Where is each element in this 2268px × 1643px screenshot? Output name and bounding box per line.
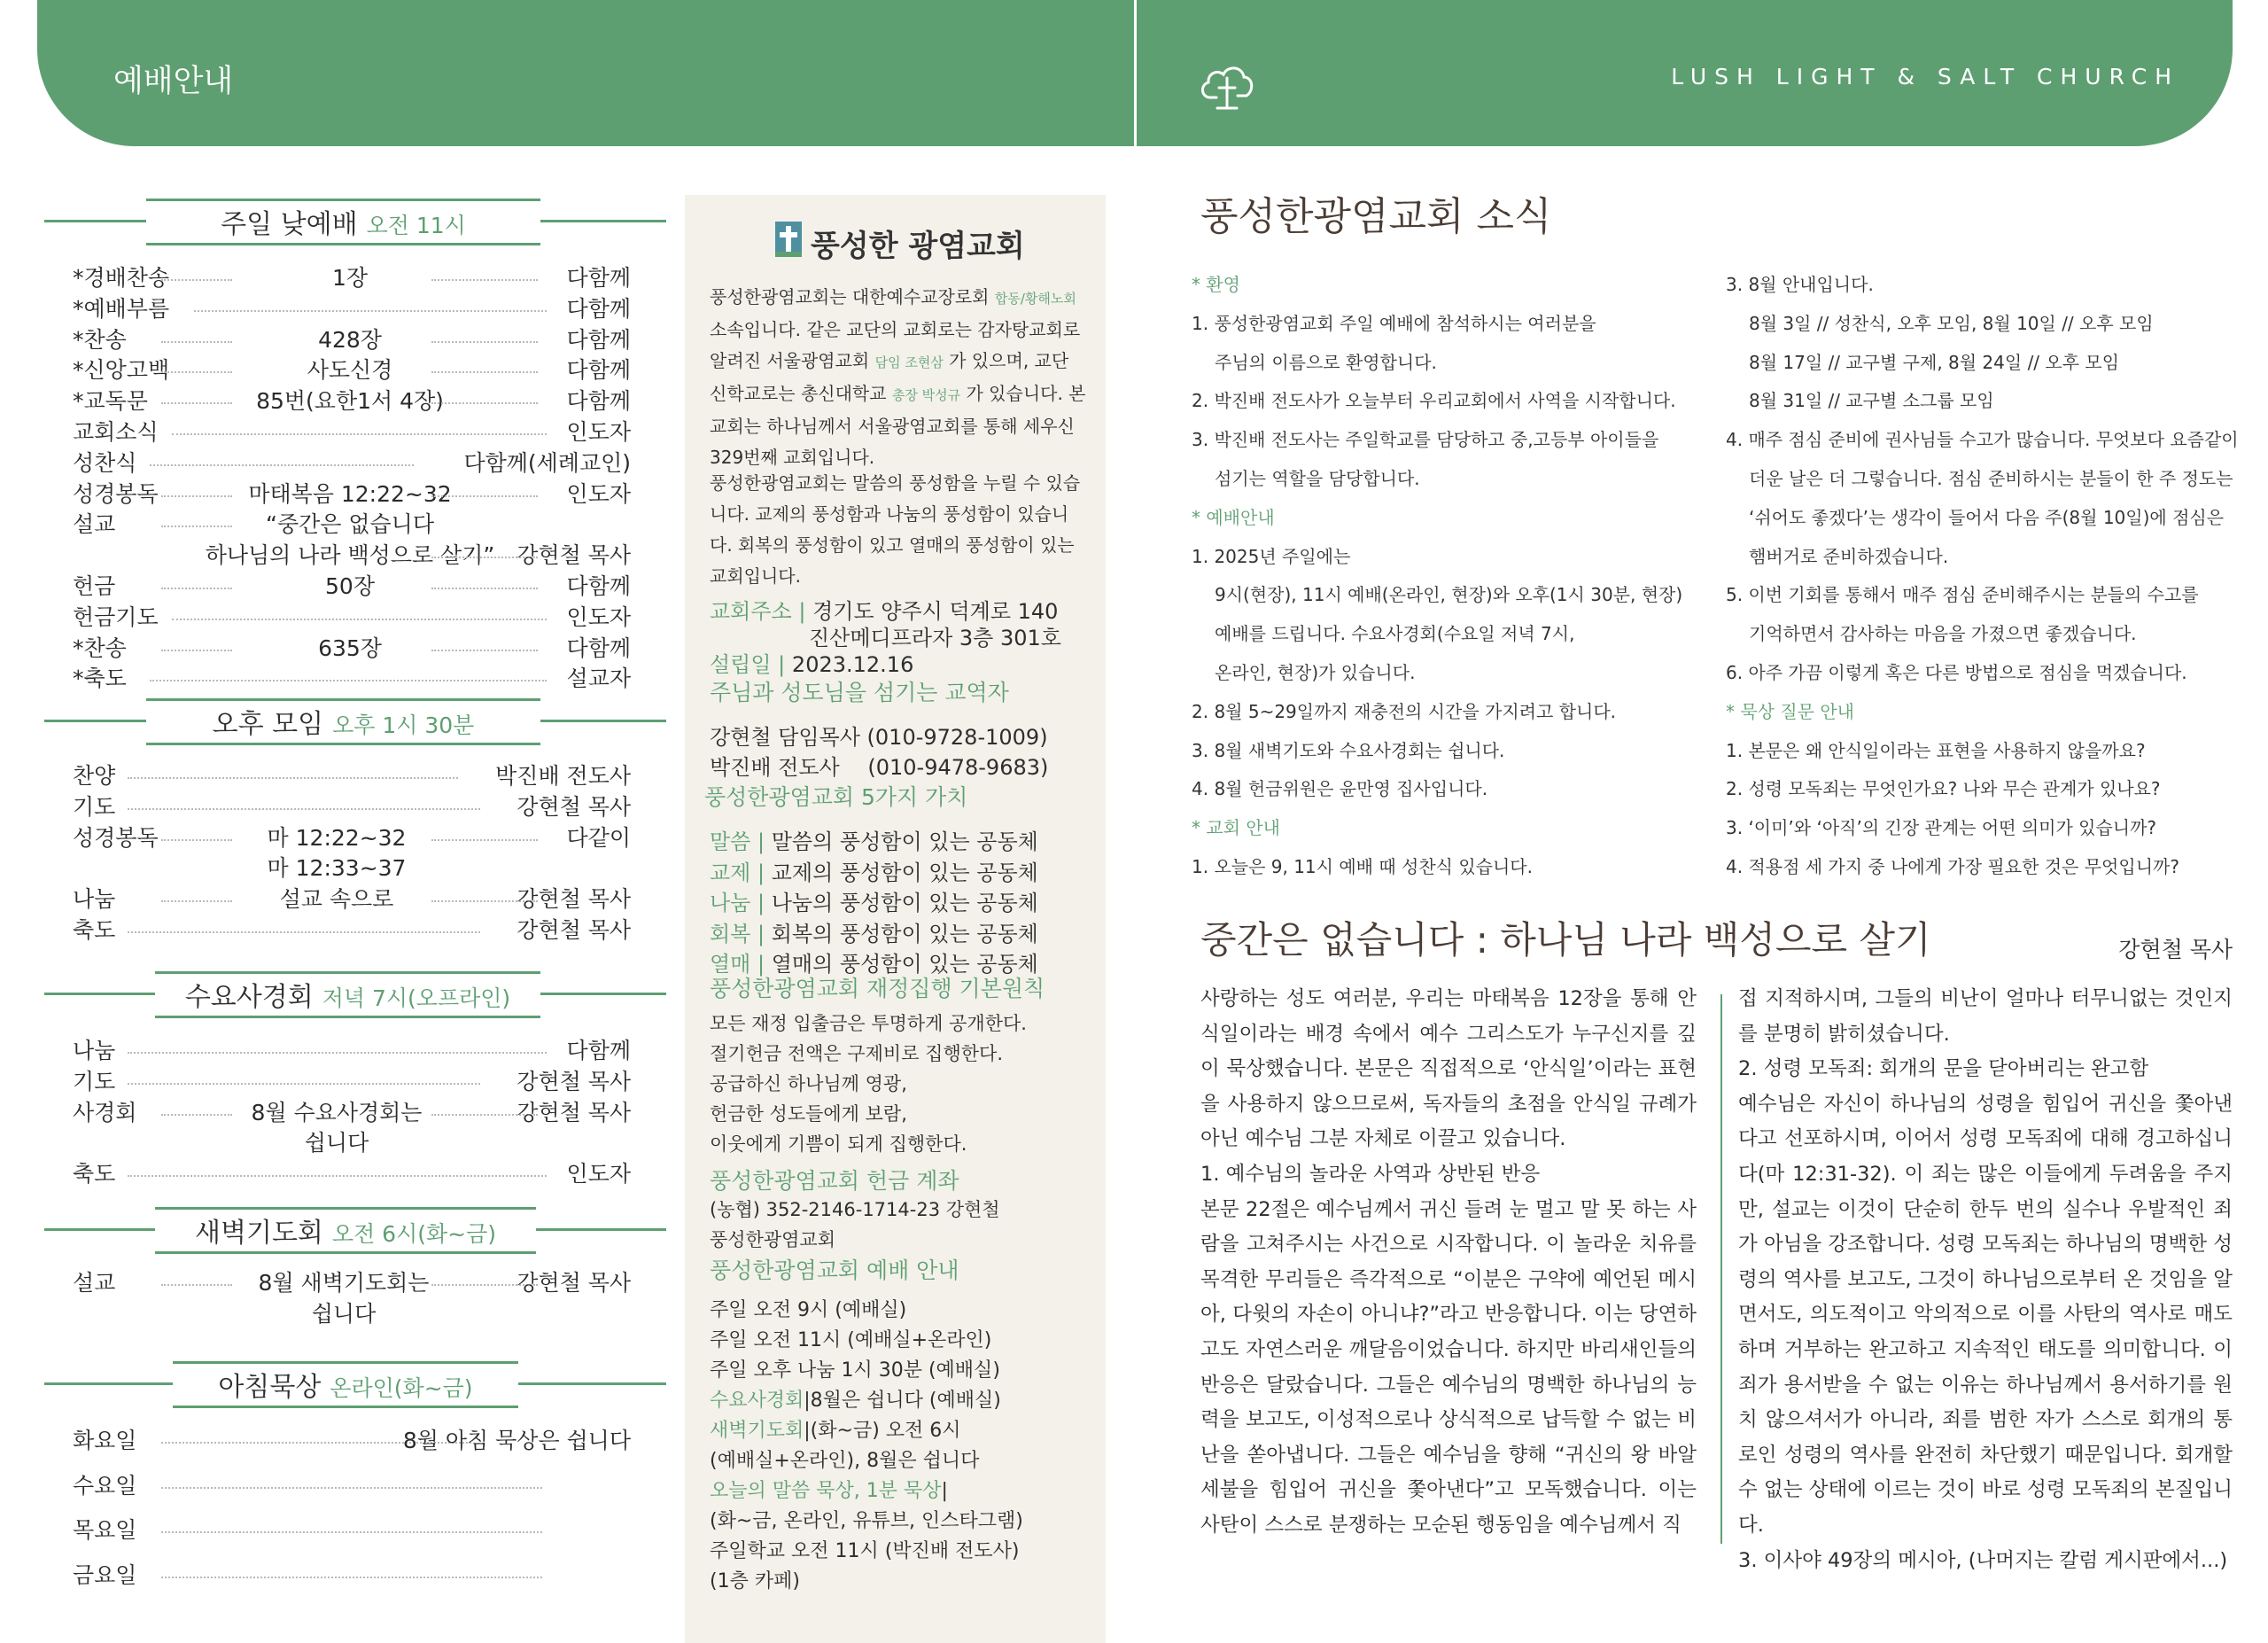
worship-text: (1층 카페) (710, 1570, 800, 1592)
news-right-column (1726, 266, 2239, 887)
row-item: 428장 (318, 326, 382, 353)
church-founded: 설립일 | 2023.12.16 (710, 652, 914, 677)
account-number: (농협) 352-2146-1714-23 강현철 (710, 1199, 1000, 1220)
news-line: 예배를 드립니다. 수요사경회(수요일 저녁 7시, (1215, 623, 1575, 645)
sunday-row (73, 507, 631, 537)
row-label: *찬송 (73, 326, 127, 353)
afternoon-heading-line-right (540, 720, 666, 722)
dot-leader (431, 650, 538, 651)
news-line: 9시(현장), 11시 예배(온라인, 현장)와 오후(1시 30분, 현장) (1215, 584, 1683, 606)
row-value: 강현철 목사 (517, 917, 631, 943)
news-heading: * 예배안내 (1192, 506, 1275, 528)
dawn-title-text: 새벽기도회 (195, 1218, 323, 1249)
sunday-time: 오전 11시 (366, 213, 466, 238)
sunday-heading-line-right (540, 220, 666, 222)
row-label: 기도 (73, 793, 116, 820)
wednesday-heading-line-left (44, 993, 155, 995)
value-item (710, 855, 1038, 886)
news-line: 3. 박진배 전도사는 주일학교를 담당하고 중,고등부 아이들을 (1192, 429, 1659, 451)
cloud-cross-icon (1198, 58, 1256, 113)
sunday-row (73, 477, 631, 507)
church-address-2: 진산메디프라자 3층 301호 (809, 626, 1061, 650)
morning-time: 온라인(화~금) (330, 1375, 473, 1401)
dot-leader (161, 839, 232, 841)
worship-item (710, 1446, 1091, 1476)
dot-leader (128, 808, 480, 810)
dot-leader (161, 1284, 232, 1286)
row-label: 사경회 (73, 1099, 137, 1125)
row-label: *예배부름 (73, 295, 170, 322)
dot-leader (431, 341, 538, 343)
value-text: 열매의 풍성함이 있는 공동체 (765, 952, 1038, 977)
column-paragraph: 3. 이사야 49장의 메시아, (나머지는 칼럼 게시판에서...) (1738, 1548, 2228, 1572)
dot-leader (161, 650, 232, 651)
dot-leader (161, 1487, 542, 1489)
news-line: 8월 3일 // 성찬식, 오후 모임, 8월 10일 // 오후 모임 (1749, 312, 2154, 334)
dot-leader (128, 1052, 547, 1054)
row-value: 다함께 (566, 326, 631, 353)
worship-text: 주일 오전 9시 (예배실) (710, 1299, 907, 1321)
morning-row (73, 1558, 631, 1588)
worship-item (710, 1356, 1091, 1386)
sunday-heading-line-top (146, 199, 540, 201)
row-item: 쉽니다 (304, 1130, 369, 1156)
news-line: 온라인, 현장)가 있습니다. (1215, 661, 1416, 683)
value-text: 교제의 풍성함이 있는 공동체 (765, 860, 1038, 885)
row-label: 축도 (73, 917, 116, 943)
row-label: 성경봉독 (73, 824, 159, 851)
page-title: 예배안내 (113, 64, 234, 99)
church-address: 교회주소 | 경기도 양주시 덕계로 140 (710, 599, 1059, 624)
news-line: 4. 8월 헌금위원은 윤만영 집사입니다. (1192, 778, 1488, 800)
wednesday-heading-line-bottom (155, 1016, 540, 1018)
row-value: 강현철 목사 (517, 886, 631, 913)
dot-leader (431, 588, 538, 589)
dot-leader (431, 371, 538, 373)
row-value: 강현철 목사 (517, 1099, 631, 1125)
sunday-row (73, 292, 631, 322)
wednesday-row (73, 1095, 631, 1125)
row-item: 마 12:33~37 (267, 855, 407, 882)
sunday-title-text: 주일 낮예배 (221, 209, 358, 240)
worship-item (710, 1507, 1091, 1537)
news-line: 1. 본문은 왜 안식일이라는 표현을 사용하지 않을까요? (1726, 739, 2146, 761)
row-label: 헌금 (73, 573, 116, 599)
row-value: 다함께 (566, 295, 631, 322)
worship-item (710, 1416, 1091, 1446)
church-name-banner: LUSH LIGHT & SALT CHURCH (1671, 64, 2179, 90)
row-value: 인도자 (566, 419, 631, 445)
worship-text: |(화~금) 오전 6시 (804, 1420, 961, 1442)
morning-heading-line-left (44, 1382, 173, 1385)
value-key: 말씀 | (710, 829, 765, 854)
row-value: 인도자 (566, 1161, 631, 1187)
dot-leader (128, 777, 458, 779)
row-label: 금요일 (73, 1561, 137, 1588)
row-label: 나눔 (73, 1038, 116, 1063)
sunday-heading-line-bottom (146, 243, 540, 245)
intro-note: 담임 조현삼 (874, 354, 944, 370)
dot-leader (431, 495, 538, 497)
news-line: 주님의 이름으로 환영합니다. (1215, 351, 1437, 373)
row-label: 교회소식 (73, 419, 159, 445)
news-line: 6. 아주 가끔 이렇게 혹은 다른 방법으로 점심을 먹겠습니다. (1726, 661, 2187, 683)
worship-highlight: 새벽기도회 (710, 1420, 804, 1442)
wednesday-heading-line-top (155, 971, 540, 974)
worship-text: (화~금, 온라인, 유튜브, 인스타그램) (710, 1510, 1023, 1532)
morning-row (73, 1468, 631, 1499)
morning-section-title (182, 1365, 509, 1404)
church-logo-icon (775, 222, 802, 261)
dawn-heading-line-top (155, 1207, 536, 1210)
value-key: 교제 | (710, 860, 765, 885)
sunday-row (73, 323, 631, 353)
sunday-row (73, 569, 631, 599)
row-value: 강현철 목사 (517, 1270, 631, 1296)
news-line: 더운 날은 더 그렇습니다. 점심 준비하시는 분들이 한 주 정도는 (1749, 467, 2233, 489)
evangelist-contact: 박진배 전도사 (010-9478-9683) (710, 755, 1049, 780)
row-item: 8월 수요사경회는 (251, 1099, 423, 1125)
column-paragraph: 접 지적하시며, 그들의 비난이 얼마나 터무니없는 것인지를 분명히 밝히셨습니다. (1738, 987, 2233, 1046)
news-line: 4. 적용점 세 가지 중 나에게 가장 필요한 것은 무엇입니까? (1726, 855, 2179, 877)
sunday-row (73, 353, 631, 383)
row-value: 다함께 (566, 265, 631, 291)
afternoon-row (73, 882, 631, 912)
dawn-row (73, 1296, 631, 1327)
dot-leader (128, 1175, 547, 1177)
afternoon-row (73, 821, 631, 851)
wednesday-title-text: 수요사경회 (184, 982, 314, 1013)
news-line: 3. ‘이미’와 ‘아직’의 긴장 관계는 어떤 의미가 있습니까? (1726, 817, 2157, 839)
column-paragraph: 예수님은 자신이 하나님의 성령을 힘입어 귀신을 쫓아낸다고 선포하시며, 이어서 성령 모독죄에 대해 경고하십니다(마 12:31-32). 이 죄는 많은 이들에게 두려움을 주지만, 설교는 이것이 단순히 한두 번의 실수나 우발적인 죄가 아님을 강조합니다. 성령 모독죄는 하나님의 명백한 성령의 역사를 보고도, 그것이 하나님으로부터 온 것임을 알면서도, 의도적이고 악의적으로 이를 사탄의 역사로 매도하며 거부하는 완고하고 지속적인 태도를 의미합니다. 이 죄가 용서받을 수 없는 이유는 하나님께서 용서하기를 원치 않으셔서가 아니라, 죄를 범한 자가 스스로 회개의 통로인 성령의 역사를 완전히 차단했기 때문입니다. 회개할 수 없는 상태에 이르는 것이 바로 성령 모독죄의 본질입니다. (1738, 1092, 2233, 1537)
worship-list (710, 1296, 1091, 1597)
morning-heading-line-top (173, 1361, 518, 1364)
finance-item: 이웃에게 기쁨이 되게 집행한다. (710, 1133, 967, 1155)
finance-item: 모든 재정 입출금은 투명하게 공개한다. (710, 1013, 1027, 1034)
sunday-row (73, 261, 631, 291)
worship-text: (예배실+온라인), 8월은 쉽니다 (710, 1450, 980, 1472)
value-item (710, 916, 1038, 947)
sunday-row (73, 661, 631, 691)
news-heading: * 교회 안내 (1192, 817, 1280, 839)
row-item: 마 12:22~32 (267, 824, 407, 851)
sunday-heading-line-left (44, 220, 146, 222)
wednesday-section-title (164, 975, 532, 1014)
row-item: 8월 새벽기도회는 (258, 1270, 430, 1296)
intro-text: 가 있으며, 교단 신학교로는 총신대학교 (710, 350, 1069, 404)
worship-item (710, 1296, 1091, 1326)
dot-leader (161, 1531, 542, 1533)
morning-row (73, 1423, 631, 1453)
dot-leader (161, 402, 232, 404)
worship-item (710, 1476, 1091, 1507)
row-value: 설교자 (566, 666, 631, 692)
row-value: 강현철 목사 (517, 793, 631, 820)
dawn-section-title (164, 1211, 527, 1250)
column-paragraph: 사랑하는 성도 여러분, 우리는 마태복음 12장을 통해 안식일이라는 배경 속에서 예수 그리스도가 누구신지를 깊이 묵상했습니다. 본문은 직접적으로 ‘안식일’이라는 표현을 사용하지 않으므로써, 독자들의 초점을 안식일 규례가 아닌 예수님 그분 자체로 이끌고 있습니다. (1200, 987, 1697, 1151)
afternoon-row (73, 913, 631, 943)
afternoon-row (73, 759, 631, 789)
dot-leader (172, 433, 547, 435)
column-body-right (1738, 982, 2233, 1578)
church-intro-2: 풍성한광염교회는 말씀의 풍성함을 누릴 수 있습니다. 교제의 풍성함과 나눔의 풍성함이 있습니다. 회복의 풍성함이 있고 열매의 풍성함이 있는 교회입니다. (710, 472, 1081, 587)
worship-item (710, 1537, 1091, 1567)
news-line: 2. 8월 5~29일까지 재충전의 시간을 가지려고 합니다. (1192, 700, 1616, 722)
row-label: *찬송 (73, 635, 127, 661)
news-line: 2. 성령 모독죄는 무엇인가요? 나와 무슨 관계가 있나요? (1726, 778, 2161, 800)
wednesday-row (73, 1125, 631, 1156)
sunday-row (73, 446, 631, 476)
finance-item: 헌금한 성도들에게 보람, (710, 1103, 907, 1125)
morning-heading-line-bottom (173, 1406, 518, 1408)
row-item: “중간은 없습니다 (266, 511, 434, 538)
value-text: 회복의 풍성함이 있는 공동체 (765, 921, 1038, 946)
dot-leader (161, 526, 232, 527)
dawn-heading-line-bottom (155, 1251, 536, 1254)
news-line: 2. 박진배 전도사가 오늘부터 우리교회에서 사역을 시작합니다. (1192, 390, 1676, 412)
afternoon-row (73, 790, 631, 820)
morning-title-text: 아침묵상 (218, 1372, 322, 1403)
value-text: 나눔의 풍성함이 있는 공동체 (765, 891, 1038, 915)
dot-leader (161, 279, 232, 281)
row-value: 강현철 목사 (517, 1068, 631, 1094)
dawn-row (73, 1265, 631, 1296)
row-value: 다함께 (566, 573, 631, 599)
worship-item (710, 1386, 1091, 1416)
intro-text: 소속입니다. 같은 교단의 교회로는 감자탕교회로 알려진 서울광염교회 (710, 319, 1081, 371)
row-label: *경배찬송 (73, 265, 170, 291)
news-heading: * 환영 (1192, 274, 1240, 295)
afternoon-time: 오후 1시 30분 (332, 712, 475, 738)
row-label: 설교 (73, 511, 116, 538)
dot-leader (161, 588, 232, 589)
dot-leader (194, 310, 547, 312)
row-label: 화요일 (73, 1428, 137, 1453)
sunday-row (73, 538, 631, 568)
news-line: 1. 2025년 주일에는 (1192, 545, 1351, 567)
row-label: 축도 (73, 1161, 116, 1187)
value-key: 회복 | (710, 921, 765, 946)
intro-text: 풍성한광염교회는 대한예수교장로회 (710, 286, 995, 308)
wednesday-row (73, 1033, 631, 1063)
worship-item (710, 1567, 1091, 1597)
row-label: 성경봉독 (73, 480, 159, 507)
wednesday-row (73, 1156, 631, 1187)
row-item: 635장 (318, 635, 382, 661)
news-line: 3. 8월 안내입니다. (1726, 274, 1874, 295)
church-intro (710, 282, 1091, 473)
dot-leader (161, 371, 232, 373)
row-label: 헌금기도 (73, 603, 159, 630)
row-label: 나눔 (73, 886, 116, 913)
sunday-row (73, 384, 631, 414)
dot-leader (150, 464, 414, 466)
sunday-row (73, 631, 631, 661)
dot-leader (128, 1083, 480, 1085)
dot-leader (172, 619, 547, 620)
row-value: 다함께 (566, 357, 631, 384)
ministry-title: 주님과 성도님을 섬기는 교역자 (710, 680, 1009, 705)
morning-row (73, 1513, 631, 1543)
worship-item (710, 1326, 1091, 1356)
news-line: 기억하면서 감사하는 마음을 가졌으면 좋겠습니다. (1749, 623, 2137, 645)
afternoon-heading-line-bottom (146, 743, 540, 745)
worship-highlight: 오늘의 말씀 묵상, 1분 묵상 (710, 1480, 942, 1502)
row-value: 인도자 (566, 480, 631, 507)
account-holder: 풍성한광염교회 (710, 1229, 836, 1250)
dot-leader (431, 839, 538, 841)
row-item: 50장 (325, 573, 375, 599)
news-left-column (1192, 266, 1682, 887)
afternoon-title-text: 오후 모임 (212, 709, 324, 740)
row-value: 다함께 (566, 388, 631, 415)
dawn-heading-line-right (536, 1228, 666, 1231)
worship-text: | (941, 1480, 948, 1502)
dawn-time: 오전 6시(화~금) (331, 1221, 496, 1247)
row-value: 다같이 (566, 824, 631, 851)
row-item: 사도신경 (307, 357, 393, 384)
sunday-section-title (155, 202, 532, 241)
worship-title: 풍성한광염교회 예배 안내 (710, 1258, 959, 1283)
afternoon-row (73, 851, 631, 881)
sunday-row (73, 600, 631, 630)
row-item: 쉽니다 (311, 1300, 377, 1327)
column-paragraph: 2. 성령 모독죄: 회개의 문을 닫아버리는 완고함 (1738, 1057, 2149, 1081)
row-value: 다함께 (566, 635, 631, 661)
row-label: *신앙고백 (73, 357, 170, 384)
row-value: 강현철 목사 (517, 542, 631, 569)
intro-text: 가 있습니다. 본 교회는 하나님께서 서울광염교회를 통해 세우신 329번째 교회입니다. (710, 383, 1086, 468)
wednesday-heading-line-right (540, 993, 666, 995)
row-item: 하나님의 나라 백성으로 살기” (205, 542, 495, 569)
dot-leader (431, 402, 538, 404)
row-label: 성찬식 (73, 449, 137, 476)
row-label: 목요일 (73, 1517, 137, 1543)
page-fold (1134, 0, 1137, 146)
column-body-left (1200, 982, 1697, 1544)
worship-text: 주일학교 오전 11시 (박진배 전도사) (710, 1540, 1020, 1562)
finance-list (710, 1008, 1091, 1159)
finance-title: 풍성한광염교회 재정집행 기본원칙 (710, 976, 1045, 1001)
dot-leader (128, 931, 480, 933)
row-value: 다함께(세례교인) (463, 449, 631, 476)
news-line: 4. 매주 점심 준비에 권사님들 수고가 많습니다. 무엇보다 요즘같이 (1726, 429, 2239, 451)
news-line: 5. 이번 기회를 통해서 매주 점심 준비해주시는 분들의 수고를 (1726, 584, 2199, 606)
column-paragraph: 본문 22절은 예수님께서 귀신 들려 눈 멀고 말 못 하는 사람을 고쳐주시는 사건으로 시작합니다. 이 놀라운 치유를 목격한 무리들은 즉각적으로 “이분은 구약에 예언된 메시아, 다윗의 자손이 아니냐?”라고 반응합니다. 이는 당연하고도 자연스러운 깨달음이었습니다. 하지만 바리새인들의 반응은 달랐습니다. 그들은 예수님의 명백한 하나님의 능력을 보고도, 이성적으로나 상식적으로 납득할 수 없는 비난을 쏟아냅니다. 그들은 예수님을 향해 “귀신의 왕 바알세불을 힘입어 귀신을 쫓아낸다”고 모독했습니다. 이는 사탄이 스스로 분쟁하는 모순된 행동임을 예수님께서 직 (1200, 1197, 1697, 1537)
dawn-heading-line-left (44, 1228, 155, 1231)
row-value: 다함께 (566, 1038, 631, 1063)
column-paragraph: 1. 예수님의 놀라운 사역과 상반된 반응 (1200, 1162, 1541, 1186)
news-heading: * 묵상 질문 안내 (1726, 700, 1854, 722)
news-line: 3. 8월 새벽기도와 수요사경회는 쉽니다. (1192, 739, 1505, 761)
value-item (710, 885, 1038, 916)
wednesday-row (73, 1064, 631, 1094)
finance-item: 공급하신 하나님께 영광, (710, 1073, 907, 1094)
sunday-row (73, 415, 631, 445)
news-title: 풍성한광염교회 소식 (1200, 194, 1552, 239)
row-item: 1장 (331, 265, 369, 291)
row-label: 수요일 (73, 1472, 137, 1499)
value-key: 나눔 | (710, 891, 765, 915)
row-label: *교독문 (73, 388, 148, 415)
row-value: 인도자 (566, 603, 631, 630)
row-label: *축도 (73, 666, 127, 692)
account-title: 풍성한광염교회 헌금 계좌 (710, 1168, 959, 1194)
pastor-contact: 강현철 담임목사 (010-9728-1009) (710, 725, 1048, 750)
intro-note: 합동/황해노회 (994, 291, 1076, 307)
row-value: 8월 아침 묵상은 쉽니다 (402, 1428, 631, 1453)
church-title: 풍성한 광염교회 (811, 229, 1025, 264)
dot-leader (150, 680, 547, 681)
worship-highlight: 수요사경회 (710, 1390, 804, 1412)
row-item: 설교 속으로 (279, 886, 394, 913)
row-label: 기도 (73, 1068, 116, 1094)
dot-leader (161, 341, 232, 343)
dot-leader (161, 1114, 232, 1116)
afternoon-heading-line-left (44, 720, 146, 722)
dot-leader (161, 1577, 542, 1578)
value-text: 말씀의 풍성함이 있는 공동체 (765, 829, 1038, 854)
afternoon-section-title (155, 702, 532, 741)
worship-text: 주일 오전 11시 (예배실+온라인) (710, 1329, 992, 1351)
row-item: 85번(요한1서 4장) (256, 388, 444, 415)
row-label: 찬양 (73, 763, 116, 789)
news-line: 섬기는 역할을 담당합니다. (1215, 467, 1420, 489)
news-line: 8월 31일 // 교구별 소그룹 모임 (1749, 390, 1994, 412)
dot-leader (431, 279, 538, 281)
news-line: ‘쉬어도 좋겠다’는 생각이 들어서 다음 주(8월 10일)에 점심은 (1749, 506, 2225, 528)
value-item (710, 824, 1038, 855)
column-title: 중간은 없습니다 : 하나님 나라 백성으로 살기 (1200, 918, 1931, 962)
dot-leader (161, 900, 232, 902)
finance-item: 절기헌금 전액은 구제비로 집행한다. (710, 1043, 1003, 1064)
dot-leader (161, 495, 232, 497)
news-line: 8월 17일 // 교구별 구제, 8월 24일 // 오후 모임 (1749, 351, 2120, 373)
news-line: 햄버거로 준비하겠습니다. (1749, 545, 1949, 567)
worship-text: 주일 오후 나눔 1시 30분 (예배실) (710, 1359, 1000, 1382)
news-line: 1. 풍성한광염교회 주일 예배에 참석하시는 여러분을 (1192, 312, 1596, 334)
intro-note: 총장 박성규 (891, 387, 961, 403)
row-label: 설교 (73, 1270, 116, 1296)
morning-heading-line-right (518, 1382, 666, 1385)
row-item: 마태복음 12:22~32 (248, 480, 452, 507)
column-separator (1720, 994, 1722, 1544)
afternoon-heading-line-top (146, 698, 540, 701)
column-author: 강현철 목사 (2118, 937, 2233, 962)
news-line: 1. 오늘은 9, 11시 예배 때 성찬식 있습니다. (1192, 855, 1533, 877)
row-value: 박진배 전도사 (495, 763, 631, 789)
values-title: 풍성한광염교회 5가지 가치 (704, 784, 968, 810)
wednesday-time: 저녁 7시(오프라인) (322, 985, 511, 1011)
worship-text: |8월은 쉽니다 (예배실) (804, 1390, 1001, 1412)
value-key: 열매 | (710, 952, 765, 977)
